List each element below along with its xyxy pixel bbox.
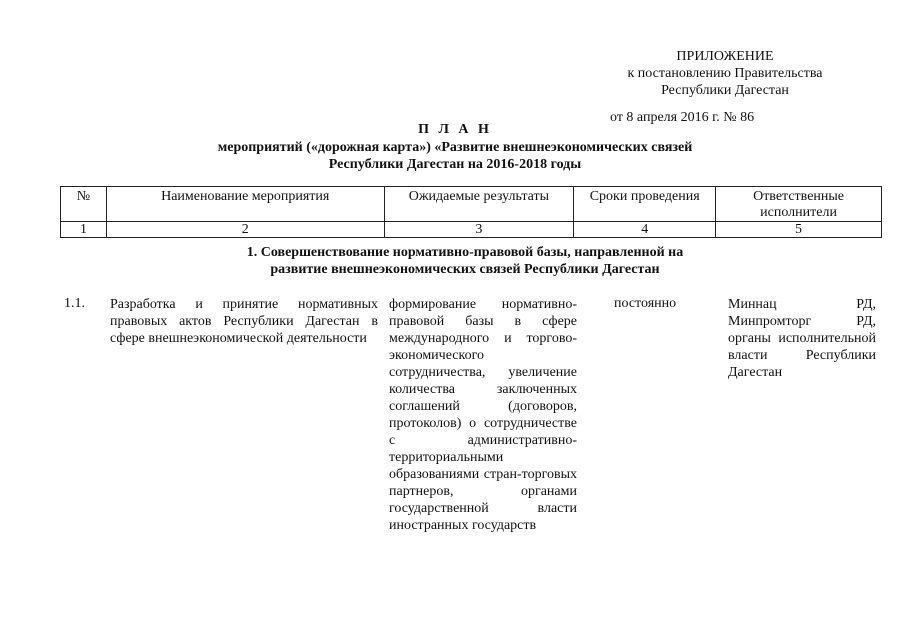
annex-line-2: Республики Дагестан [661,83,789,98]
header-responsible: Ответственные исполнители [716,187,882,222]
annex-date: от 8 апреля 2016 г. № 86 [610,110,755,125]
section-heading-line-1: 1. Совершенствование нормативно-правовой базы, направленной на [246,245,684,260]
plan-subtitle-line-1: мероприятий («дорожная карта») «Развитие внешнеэкономических связей [217,140,693,155]
column-number-1: 1 [61,222,107,238]
row-term: постоянно [614,296,677,311]
row-activity-name: Разработка и принятие нормативных правовых актов Республики Дагестан в сфере внешнеэкономической деятельности [110,297,378,346]
column-number-2: 2 [106,222,384,238]
section-heading-line-2: развитие внешнеэкономических связей Республики Дагестан [270,262,660,277]
annex-line-1: к постановлению Правительства [627,66,823,81]
plan-table [60,186,882,238]
plan-title: П Л А Н [418,122,492,137]
row-responsible: Миннац РД, Минпромторг РД, органы исполнительной власти Республики Дагестан [728,297,876,380]
column-number-5: 5 [716,222,882,238]
row-number: 1.1. [64,296,85,311]
row-expected-results: формирование нормативно-правовой базы в сфере международного и торгово-экономического сотрудничества, увеличение количества заключенных соглашений (договоров, протоколов) о сотрудничестве с административно-территориальными образованиями стран-торговых партнеров, органами государственной власти иностранных государств [389,297,577,533]
section-heading [170,244,760,278]
header-terms: Сроки проведения [574,187,716,222]
header-number: № [61,187,107,222]
column-number-3: 3 [384,222,574,238]
table-column-numbers-row [61,222,882,238]
annex-block [600,48,850,99]
header-results: Ожидаемые результаты [384,187,574,222]
table-header-row [61,187,882,222]
annex-title: ПРИЛОЖЕНИЕ [676,49,774,64]
plan-subtitle-line-2: Республики Дагестан на 2016-2018 годы [328,157,582,172]
header-name: Наименование мероприятия [106,187,384,222]
plan-subtitle [150,139,760,173]
column-number-4: 4 [574,222,716,238]
